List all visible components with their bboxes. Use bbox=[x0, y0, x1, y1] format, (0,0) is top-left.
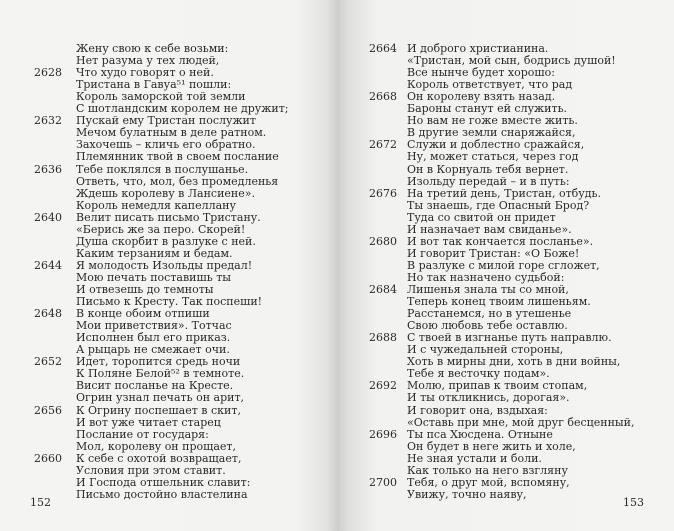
line-number: 2660 bbox=[34, 451, 62, 465]
verse-text: Но так назначено судьбой: bbox=[407, 270, 565, 284]
verse-text: Бароны станут ей служить. bbox=[407, 102, 568, 116]
line-number: 2680 bbox=[369, 234, 397, 248]
verse-text: Туда со свитой он придет bbox=[407, 210, 556, 224]
verse-text: Тебе я весточку подам». bbox=[407, 367, 550, 381]
left-page-number: 152 bbox=[30, 496, 51, 509]
verse-text: Хоть в мирны дни, хоть в дни войны, bbox=[407, 355, 621, 369]
verse-text: Служи и доблестно сражайся, bbox=[407, 138, 585, 152]
verse-text: К Поляне Белой⁵² в темноте. bbox=[76, 367, 245, 381]
verse-text: Мою печать поставишь ты bbox=[76, 270, 232, 284]
verse-text: На третий день, Тристан, отбудь. bbox=[407, 186, 602, 200]
verse-text: Висит посланье на Кресте. bbox=[76, 379, 234, 393]
verse-text: К себе с охотой возвращает, bbox=[76, 451, 242, 465]
verse-text: Тебе поклялся в послушанье. bbox=[76, 162, 249, 176]
verse-text: С твоей в изгнанье путь направлю. bbox=[407, 331, 612, 345]
verse-text: И Господа отшельник славит: bbox=[76, 475, 251, 489]
verse-text: Ну, может статься, через год bbox=[407, 150, 579, 164]
verse-text: Король немедля капеллану bbox=[76, 198, 236, 212]
verse-text: И назначает вам свиданье». bbox=[407, 222, 572, 236]
verse-text: «Тристан, мой сын, бодрись душой! bbox=[407, 54, 616, 68]
verse-text: Мол, королеву он прощает, bbox=[76, 439, 237, 453]
verse-line bbox=[337, 487, 667, 502]
verse-text: В конце обоим отпиши bbox=[76, 307, 210, 321]
verse-text: И с чужедальней стороны, bbox=[407, 343, 564, 357]
verse-text: Свою любовь тебе оставлю. bbox=[407, 319, 568, 333]
verse-text: Исполнен был его приказ. bbox=[76, 331, 231, 345]
verse-text: Расстанемся, но в утешенье bbox=[407, 307, 572, 321]
verse-text: Условия при этом ставит. bbox=[76, 463, 226, 477]
line-number: 2640 bbox=[34, 210, 62, 224]
verse-text: Мои приветствия». Тотчас bbox=[76, 319, 232, 333]
line-number: 2676 bbox=[369, 186, 397, 200]
line-number: 2644 bbox=[34, 258, 62, 272]
verse-text: Каким терзаниям и бедам. bbox=[76, 246, 233, 260]
verse-text: Но вам не гоже вместе жить. bbox=[407, 114, 578, 128]
verse-text: Огрин узнал печать он арит, bbox=[76, 391, 245, 405]
verse-text: Письмо достойно властелина bbox=[76, 487, 248, 501]
verse-text: «Оставь при мне, мой друг бесценный, bbox=[407, 415, 635, 429]
line-number: 2700 bbox=[369, 475, 397, 489]
verse-text: Король ответствует, что рад bbox=[407, 78, 573, 92]
verse-text: С шотландским королем не дружит; bbox=[76, 102, 289, 116]
verse-text: Не зная устали и боли. bbox=[407, 451, 542, 465]
verse-text: Как только на него взгляну bbox=[407, 463, 568, 477]
line-number: 2668 bbox=[369, 90, 397, 104]
verse-text: Пускай ему Тристан послужит bbox=[76, 114, 256, 128]
verse-text: И доброго христианина. bbox=[407, 42, 549, 55]
line-number: 2672 bbox=[369, 138, 397, 152]
verse-text: А рыцарь не смежает очи. bbox=[76, 343, 230, 357]
verse-text: Ждешь королеву в Лансиене». bbox=[76, 186, 256, 200]
verse-text: В разлуке с милой горе сгложет, bbox=[407, 258, 600, 272]
verse-text: И вот так кончается посланье». bbox=[407, 234, 594, 248]
verse-text: Жену свою к себе возьми: bbox=[76, 42, 229, 55]
line-number: 2684 bbox=[369, 283, 397, 296]
verse-text: Он в Корнуаль тебя вернет. bbox=[407, 162, 569, 176]
verse-text: Он королеву взять назад. bbox=[407, 90, 556, 104]
line-number: 2648 bbox=[34, 307, 62, 321]
verse-text: Идет, торопится средь ночи bbox=[76, 355, 241, 369]
verse-text: Письмо к Кресту. Так поспеши! bbox=[76, 295, 263, 309]
line-number: 2652 bbox=[34, 355, 62, 369]
verse-text: Лишенья знала ты со мной, bbox=[407, 283, 569, 296]
line-number: 2636 bbox=[34, 162, 62, 176]
verse-text: И ты откликнись, дорогая». bbox=[407, 391, 570, 405]
verse-text: В другие земли снаряжайся, bbox=[407, 126, 576, 140]
verse-text: Я молодость Изольды предал! bbox=[76, 258, 253, 272]
verse-text: Нет разума у тех людей, bbox=[76, 54, 220, 68]
verse-text: Послание от государя: bbox=[76, 427, 209, 441]
verse-text: И вот уже читает старец bbox=[76, 415, 221, 429]
verse-text: Захочешь – кличь его обратно. bbox=[76, 138, 256, 152]
verse-text: Изольду передай – и в путь: bbox=[407, 174, 570, 188]
verse-text: Молю, припав к твоим стопам, bbox=[407, 379, 588, 393]
verse-text: Ответь, что, мол, без промедленья bbox=[76, 174, 279, 188]
verse-text: Все нынче будет хорошо: bbox=[407, 66, 555, 80]
verse-text: Король заморской той земли bbox=[76, 90, 246, 104]
verse-text: К Огрину поспешает в скит, bbox=[76, 403, 241, 417]
verse-text: Теперь конец твоим лишеньям. bbox=[407, 295, 591, 309]
line-number: 2628 bbox=[34, 66, 62, 80]
verse-text: Душа скорбит в разлуке с ней. bbox=[76, 234, 256, 248]
line-number: 2656 bbox=[34, 403, 62, 417]
verse-text: Увижу, точно наяву, bbox=[407, 487, 527, 501]
line-number: 2692 bbox=[369, 379, 397, 393]
verse-text: Он будет в неге жить и холе, bbox=[407, 439, 576, 453]
verse-text: Велит писать письмо Тристану. bbox=[76, 210, 261, 224]
verse-text: Тристана в Гавуа⁵¹ пошли: bbox=[76, 78, 232, 92]
verse-text: Ты знаешь, где Опасный Брод? bbox=[407, 198, 590, 212]
verse-text: И отвезешь до темноты bbox=[76, 283, 214, 296]
line-number: 2696 bbox=[369, 427, 397, 441]
verse-text: «Берись же за перо. Скорей! bbox=[76, 222, 246, 236]
right-page bbox=[337, 0, 674, 531]
verse-text: Ты пса Хюсдена. Отныне bbox=[407, 427, 553, 441]
verse-text: Что худо говорят о ней. bbox=[76, 66, 214, 80]
line-number: 2664 bbox=[369, 42, 397, 55]
verse-text: И говорит она, вздыхая: bbox=[407, 403, 548, 417]
verse-text: Мечом булатным в деле ратном. bbox=[76, 126, 267, 140]
right-page-number: 153 bbox=[623, 496, 644, 509]
verse-text: И говорит Тристан: «О Боже! bbox=[407, 246, 580, 260]
line-number: 2632 bbox=[34, 114, 62, 128]
line-number: 2688 bbox=[369, 331, 397, 345]
verse-text: Племянник твой в своем послание bbox=[76, 150, 279, 164]
verse-text: Тебя, о друг мой, вспомяну, bbox=[407, 475, 570, 489]
